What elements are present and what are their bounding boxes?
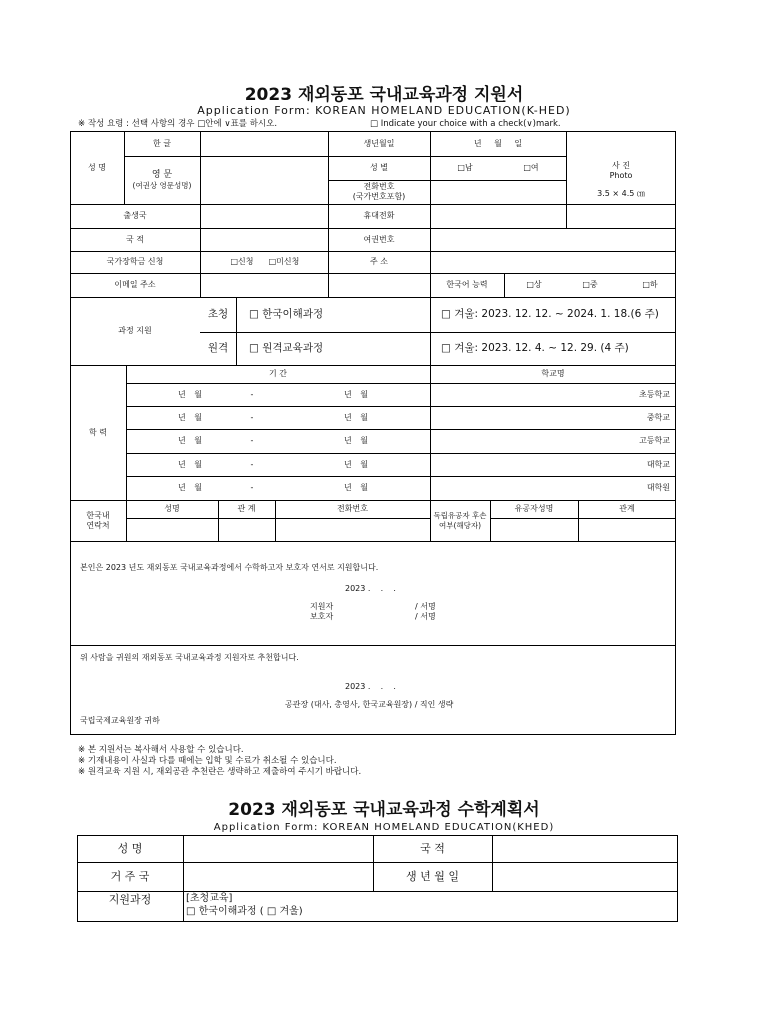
contact-label: 한국내 연락처 <box>86 510 110 530</box>
phone-input[interactable] <box>430 180 566 204</box>
official-signature: 공관장 (대사, 총영사, 한국교육원장) / 직인 생략 <box>285 700 454 709</box>
veteran-name-header: 유공자성명 <box>514 504 554 513</box>
nationality-label: 국 적 <box>126 234 144 244</box>
school-name-header: 학교명 <box>541 369 565 378</box>
phone-label <box>328 180 430 204</box>
school-middle[interactable]: 중학교 <box>646 412 670 422</box>
birth-date-label: 생년월일 <box>363 138 395 148</box>
veteran-label: 독립유공자 후손 여부(해당자) <box>433 511 487 530</box>
start-date[interactable]: 년 월 <box>178 483 202 492</box>
form2-course-label: 지원과정 <box>108 892 152 906</box>
veteran-relation-header: 관계 <box>619 504 635 513</box>
gender-label: 성 별 <box>370 163 388 172</box>
nationality-input[interactable] <box>200 228 328 251</box>
level-mid-checkbox[interactable]: □중 <box>582 280 598 289</box>
period-dash: - <box>250 436 254 445</box>
start-date[interactable]: 년 월 <box>178 389 202 399</box>
end-date[interactable]: 년 월 <box>344 436 368 445</box>
guardian-label: 보호자 <box>310 612 334 621</box>
form2-course-checkbox[interactable]: □ 한국이해과정 ( □ 겨울) <box>186 906 303 917</box>
remote-course-checkbox[interactable]: □ 원격교육과정 <box>249 341 324 354</box>
form2-birth-input[interactable] <box>492 862 678 891</box>
korean-level-label: 한국어 능력 <box>446 280 488 289</box>
form2-nationality-input[interactable] <box>492 835 678 862</box>
period-header: 기 간 <box>269 369 287 378</box>
period-dash: - <box>250 459 254 469</box>
education-label: 학 력 <box>89 427 107 437</box>
contact-relation-header: 관 계 <box>237 504 256 513</box>
form1-title: 2023 재외동포 국내교육과정 지원서 <box>244 85 524 105</box>
scholarship-label: 국가장학금 신청 <box>106 257 164 266</box>
period-dash: - <box>250 483 254 492</box>
scholarship-apply-checkbox[interactable]: □신청 <box>230 257 254 266</box>
photo-box[interactable] <box>566 131 676 228</box>
name-label: 성 명 <box>88 162 106 172</box>
end-date[interactable]: 년 월 <box>344 412 368 422</box>
footnote-3: ※ 원격교육 지원 시, 재외공관 추천란은 생략하고 제출하여 주시기 바랍니다. <box>78 767 362 777</box>
end-date[interactable]: 년 월 <box>344 483 368 492</box>
invite-label: 초청 <box>207 307 229 320</box>
birth-country-input[interactable] <box>200 204 328 228</box>
form2-subtitle: Application Form: KOREAN HOMELAND EDUCATION(KHED) <box>213 822 555 833</box>
start-date[interactable]: 년 월 <box>178 459 202 469</box>
english-name-label <box>124 156 200 204</box>
addressee: 국립국제교육원장 귀하 <box>80 716 160 725</box>
photo-label-en: Photo <box>609 170 633 180</box>
contact-phone-input[interactable] <box>275 518 430 541</box>
contact-name-input[interactable] <box>126 518 218 541</box>
passport-label: 여권번호 <box>363 234 395 244</box>
birth-country-label: 출생국 <box>123 211 147 220</box>
footnote-2: ※ 기재내용이 사실과 다를 때에는 입학 및 수료가 취소될 수 있습니다. <box>78 756 337 766</box>
scholarship-not-apply-checkbox[interactable]: □미신청 <box>268 257 300 266</box>
period-dash: - <box>250 389 254 399</box>
male-checkbox[interactable]: □남 <box>457 163 473 172</box>
mobile-label: 휴대전화 <box>363 211 395 220</box>
end-date[interactable]: 년 월 <box>344 459 368 469</box>
contact-relation-input[interactable] <box>218 518 275 541</box>
applicant-sign[interactable]: / 서명 <box>415 602 436 611</box>
start-date[interactable]: 년 월 <box>178 412 202 422</box>
address-label: 주 소 <box>370 257 388 266</box>
address-input[interactable] <box>430 251 676 273</box>
contact-name-header: 성명 <box>164 504 180 513</box>
level-high-checkbox[interactable]: □상 <box>526 280 542 289</box>
end-date[interactable]: 년 월 <box>344 389 368 399</box>
invite-course-checkbox[interactable]: □ 한국이해과정 <box>249 307 324 320</box>
form2-nationality-label: 국 적 <box>420 841 445 855</box>
hangul-label: 한 글 <box>153 138 171 148</box>
level-low-checkbox[interactable]: □하 <box>642 280 658 289</box>
female-checkbox[interactable]: □여 <box>523 163 539 172</box>
form2-residence-label: 거 주 국 <box>110 869 150 883</box>
period-dash: - <box>250 412 254 422</box>
phone-note: (국가번호포함) <box>352 192 406 201</box>
pledge-text: 본인은 2023 년도 재외동포 국내교육과정에서 수학하고자 보호자 연서로 지원합니다. <box>80 563 379 572</box>
form2-residence-input[interactable] <box>183 862 373 891</box>
photo-size: 3.5 × 4.5 ㎝ <box>597 188 645 198</box>
applicant-label: 지원자 <box>310 602 334 611</box>
school-university[interactable]: 대학교 <box>646 459 670 469</box>
birth-date-value[interactable]: 년 월 일 <box>473 138 523 148</box>
footnote-1: ※ 본 지원서는 복사해서 사용할 수 있습니다. <box>78 745 244 755</box>
veteran-name-input[interactable] <box>490 518 578 541</box>
form2-course-type: [초청교육] <box>186 893 233 904</box>
recommend-text: 위 사람을 귀원의 재외동포 국내교육과정 지원자로 추천합니다. <box>80 653 299 662</box>
form2-name-label: 성 명 <box>117 841 143 855</box>
school-elementary[interactable]: 초등학교 <box>639 389 670 399</box>
guardian-sign[interactable]: / 서명 <box>415 612 436 621</box>
english-name-text: 영 문 <box>151 169 173 180</box>
english-name-input[interactable] <box>200 156 328 204</box>
form2-title: 2023 재외동포 국내교육과정 수학계획서 <box>228 800 540 820</box>
email-input[interactable] <box>200 273 430 297</box>
mobile-input[interactable] <box>430 204 566 228</box>
instruction-en: □ Indicate your choice with a check(∨)mark. <box>370 119 561 129</box>
remote-period-checkbox[interactable]: □ 겨울: 2023. 12. 4. ~ 12. 29. (4 주) <box>441 341 629 354</box>
english-name-note: (여권상 영문성명) <box>132 180 192 190</box>
pledge-date[interactable]: 2023 . . . <box>345 584 396 593</box>
photo-label: 사 진 <box>612 160 630 170</box>
form2-birth-label: 생 년 월 일 <box>406 869 459 883</box>
school-high[interactable]: 고등학교 <box>639 436 670 445</box>
invite-period-checkbox[interactable]: □ 겨울: 2023. 12. 12. ~ 2024. 1. 18.(6 주) <box>441 307 659 320</box>
form1-subtitle: Application Form: KOREAN HOMELAND EDUCATION(K-HED) <box>197 104 571 117</box>
contact-phone-header: 전화번호 <box>337 504 368 513</box>
course-label: 과정 지원 <box>118 326 152 335</box>
recommend-date[interactable]: 2023 . . . <box>345 682 396 691</box>
remote-label: 원격 <box>207 341 229 354</box>
passport-input[interactable] <box>430 228 676 251</box>
start-date[interactable]: 년 월 <box>178 436 202 445</box>
school-graduate[interactable]: 대학원 <box>646 483 670 492</box>
veteran-relation-input[interactable] <box>578 518 676 541</box>
hangul-input[interactable] <box>200 131 328 156</box>
form2-name-input[interactable] <box>183 835 373 862</box>
phone-text: 전화번호 <box>363 182 395 191</box>
email-label: 이메일 주소 <box>114 280 156 289</box>
instruction-kr: ※ 작성 요령 : 선택 사항의 경우 □안에 ∨표를 하시오. <box>78 119 278 129</box>
